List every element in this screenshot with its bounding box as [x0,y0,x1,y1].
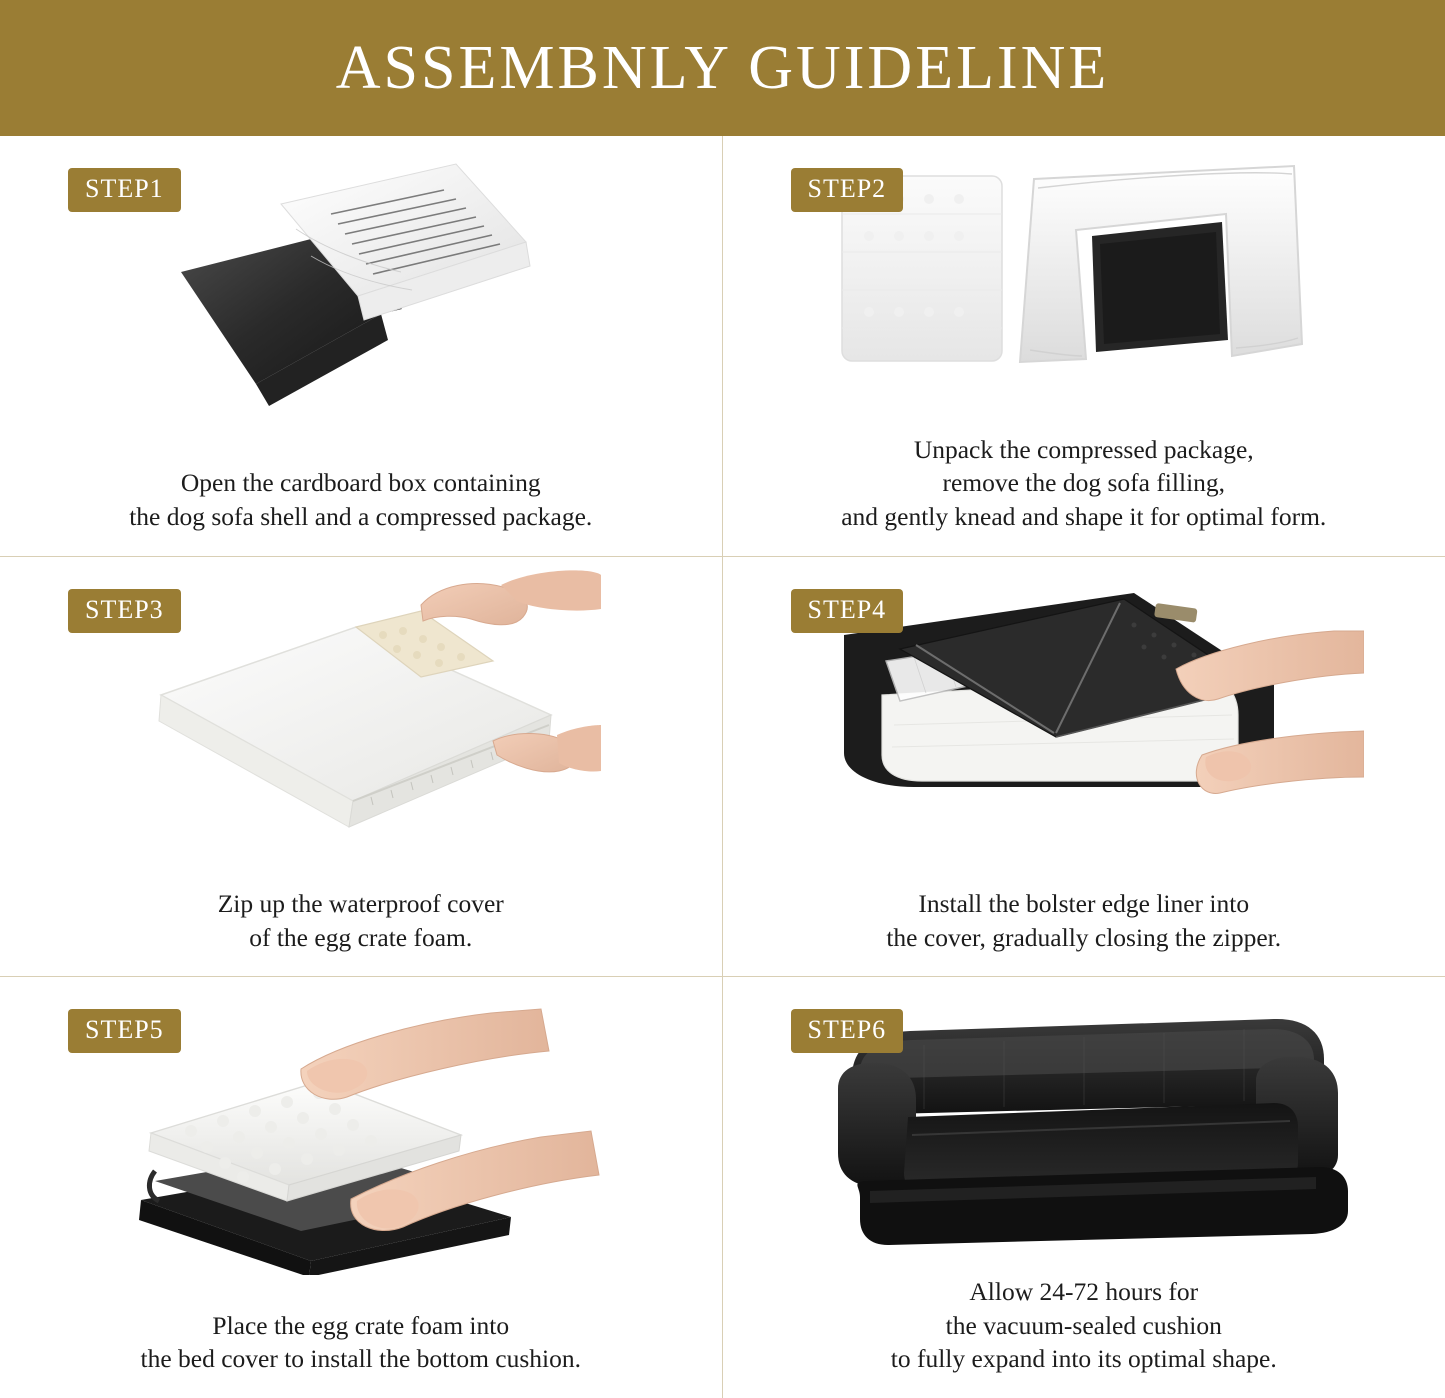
caption-line: Place the egg crate foam into [212,1310,510,1340]
step-badge-2: STEP2 [791,168,904,212]
page-title: ASSEMBNLY GUIDELINE [335,34,1110,102]
caption-line: Install the bolster edge liner into [918,889,1250,919]
step-caption-5 [0,1309,722,1376]
step-badge-1: STEP1 [68,168,181,212]
step-caption-2 [723,433,1445,534]
caption-line: Allow 24-72 hours for [969,1277,1199,1307]
caption-line: remove the dog sofa filling, [942,468,1226,498]
step-cell-4 [723,557,1445,978]
hands-zipping-waterproof-cover-over-egg-crate-foam-illustration [121,565,601,845]
caption-line: of the egg crate foam. [249,922,473,952]
cardboard-box-with-sofa-shell-and-compressed-package-illustration [126,144,596,414]
step-cell-1 [0,136,723,557]
caption-line: and gently knead and shape it for optimal form. [841,502,1327,531]
step-badge-4: STEP4 [791,589,904,633]
header-banner [0,0,1445,136]
caption-line: the dog sofa shell and a compressed package. [129,502,593,531]
step-caption-6 [723,1275,1445,1376]
hands-placing-egg-crate-foam-into-bed-cover-illustration [111,985,611,1275]
caption-line: Zip up the waterproof cover [217,889,504,919]
caption-line: the bed cover to install the bottom cushion. [140,1344,581,1374]
step-cell-5 [0,977,723,1398]
step-caption-1 [0,466,722,533]
caption-line: Unpack the compressed package, [913,434,1254,464]
step-cell-2 [723,136,1445,557]
step-badge-5: STEP5 [68,1009,181,1053]
step-badge-6: STEP6 [791,1009,904,1053]
steps-grid [0,136,1445,1398]
caption-line: the cover, gradually closing the zipper. [886,922,1282,952]
step-caption-4 [723,887,1445,954]
step-badge-3: STEP3 [68,589,181,633]
step-cell-3 [0,557,723,978]
caption-line: to fully expand into its optimal shape. [890,1344,1277,1374]
caption-line: the vacuum-sealed cushion [945,1310,1222,1340]
caption-line: Open the cardboard box containing [180,468,541,498]
step-caption-3 [0,887,722,954]
step-cell-6 [723,977,1445,1398]
